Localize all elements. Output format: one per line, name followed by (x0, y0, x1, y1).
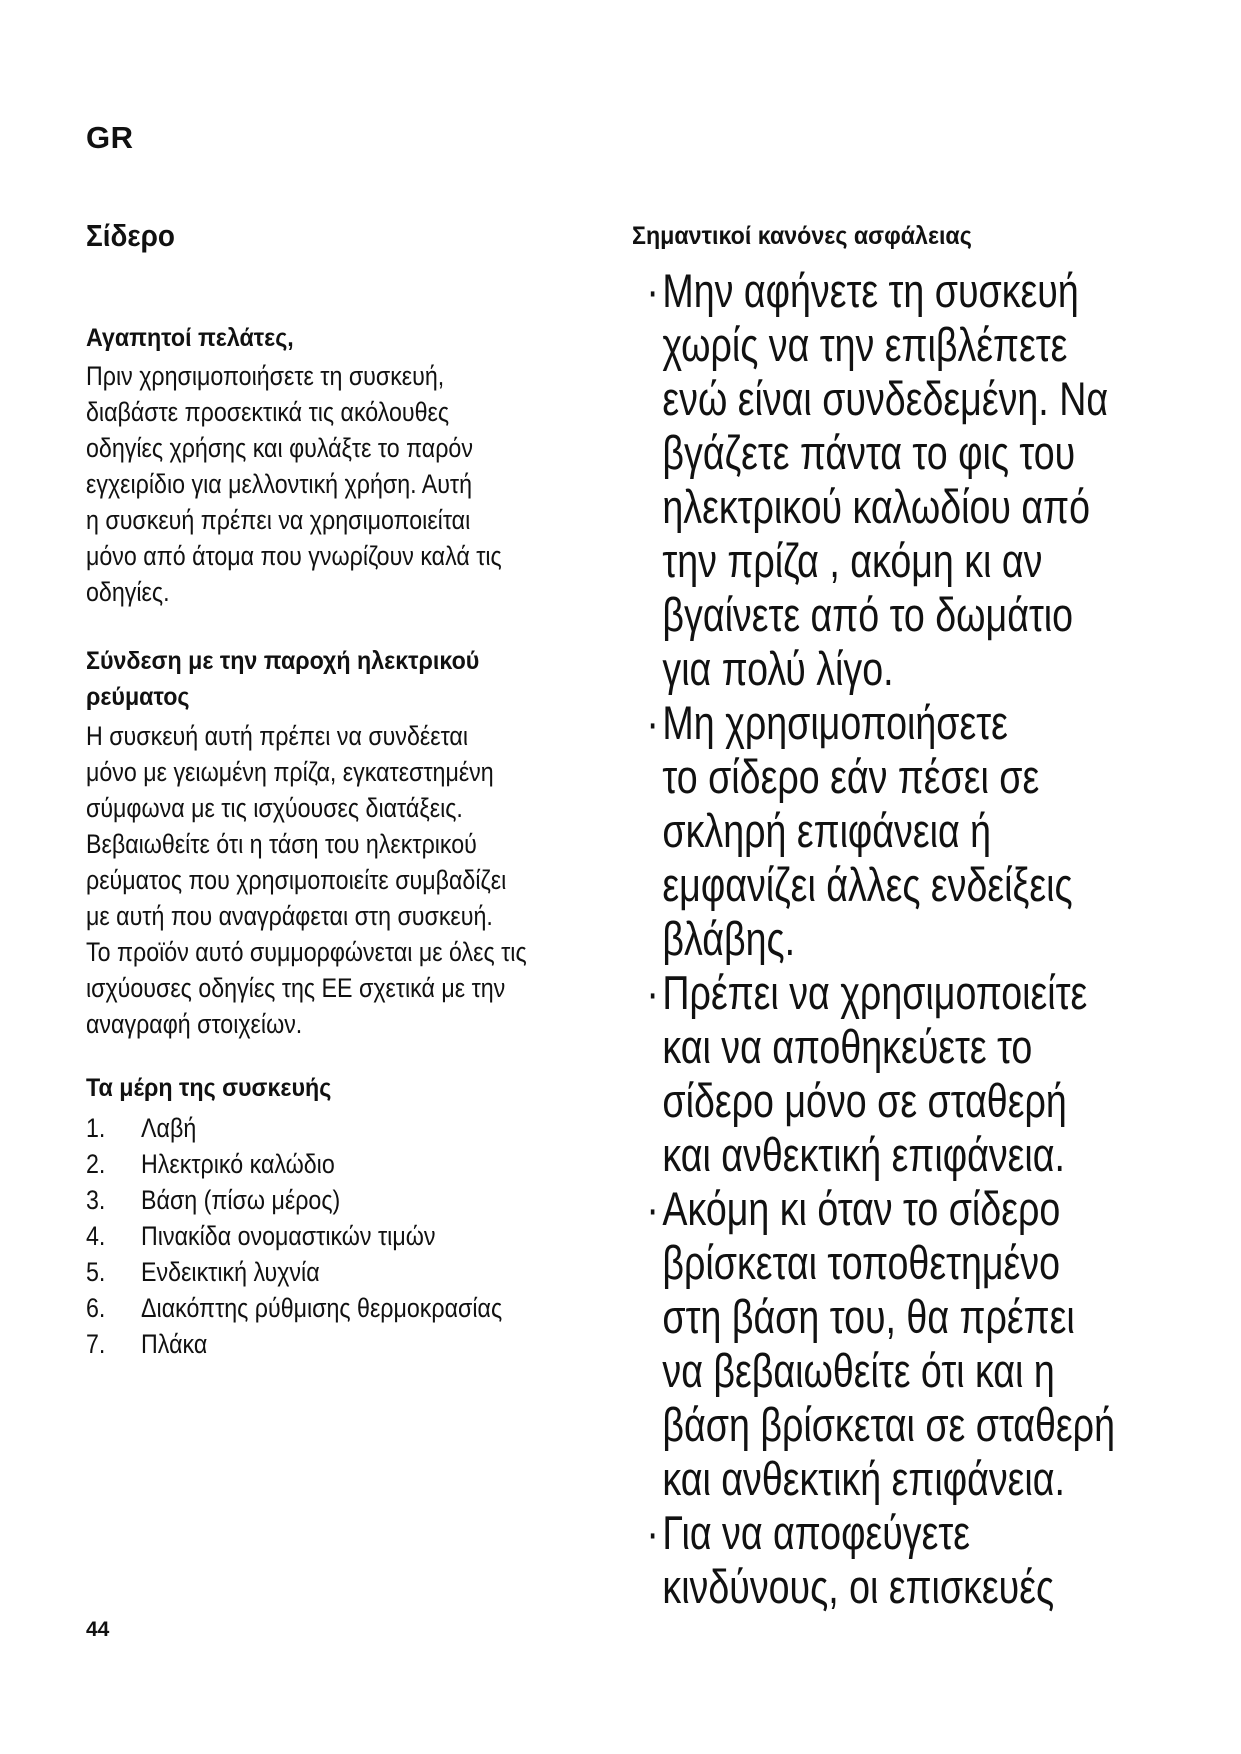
safety-line: εμφανίζει άλλες ενδείξεις (662, 858, 1073, 911)
connection-line: αναγραφή στοιχείων. (86, 1009, 303, 1039)
list-item (86, 1326, 619, 1362)
intro-line: εγχειρίδιο για μελλοντική χρήση. Αυτή (86, 469, 473, 499)
safety-line: βρίσκεται τοποθετημένο (662, 1236, 1060, 1289)
item-label: Ηλεκτρικό καλώδιο (141, 1149, 335, 1179)
bullet-icon: · (646, 1182, 659, 1235)
intro-heading: Αγαπητοί πελάτες, (86, 324, 294, 352)
item-label: Λαβή (141, 1113, 197, 1143)
intro-line: μόνο από άτομα που γνωρίζουν καλά τις (86, 541, 502, 571)
safety-line: και να αποθηκεύετε το (662, 1020, 1033, 1073)
parts-list (86, 1110, 619, 1362)
list-item (86, 1146, 619, 1182)
safety-line: Μην αφήνετε τη συσκευή (662, 264, 1079, 317)
safety-line: την πρίζα , ακόμη κι αν (662, 534, 1043, 587)
intro-line: διαβάστε προσεκτικά τις ακόλουθες (86, 397, 450, 427)
connection-text (86, 718, 611, 1042)
parts-heading: Τα μέρη της συσκευής (86, 1074, 332, 1102)
connection-line: ρεύματος που χρησιμοποιείτε συμβαδίζει (86, 865, 507, 895)
list-item (86, 1218, 619, 1254)
connection-line: Βεβαιωθείτε ότι η τάση του ηλεκτρικού (86, 829, 477, 859)
intro-line: οδηγίες χρήσης και φυλάξτε το παρόν (86, 433, 473, 463)
bullet-icon: · (646, 1506, 659, 1559)
intro-line: οδηγίες. (86, 577, 170, 607)
list-item (86, 1110, 619, 1146)
safety-line: σίδερο μόνο σε σταθερή (662, 1074, 1067, 1127)
connection-heading-line: Σύνδεση με την παροχή ηλεκτρικού (86, 647, 480, 675)
item-label: Διακόπτης ρύθμισης θερμοκρασίας (141, 1293, 503, 1323)
safety-line: σκληρή επιφάνεια ή (662, 804, 992, 857)
intro-text (86, 358, 611, 610)
safety-line: ενώ είναι συνδεδεμένη. Να (662, 372, 1109, 425)
connection-line: σύμφωνα με τις ισχύουσες διατάξεις. (86, 793, 463, 823)
list-item (86, 1290, 619, 1326)
bullet-icon: · (646, 264, 659, 317)
safety-line: βάση βρίσκεται σε σταθερή (662, 1398, 1115, 1451)
connection-line: με αυτή που αναγράφεται στη συσκευή. (86, 901, 493, 931)
item-label: Βάση (πίσω μέρος) (141, 1185, 341, 1215)
safety-line: και ανθεκτική επιφάνεια. (662, 1452, 1065, 1505)
item-number: 3. (86, 1185, 106, 1215)
item-number: 6. (86, 1293, 106, 1323)
safety-line: για πολύ λίγο. (662, 642, 894, 695)
connection-heading-line: ρεύματος (86, 683, 190, 711)
list-item (632, 696, 1144, 966)
list-item (632, 1506, 1144, 1614)
item-number: 5. (86, 1257, 106, 1287)
bullet-icon: · (646, 966, 659, 1019)
connection-line: Το προϊόν αυτό συμμορφώνεται με όλες τις (86, 937, 527, 967)
safety-list (632, 264, 1144, 1614)
safety-line: στη βάση του, θα πρέπει (662, 1290, 1075, 1343)
list-item (86, 1254, 619, 1290)
list-item (632, 264, 1144, 696)
safety-line: ηλεκτρικού καλωδίου από (662, 480, 1090, 533)
safety-heading: Σημαντικοί κανόνες ασφάλειας (632, 222, 972, 250)
connection-line: Η συσκευή αυτή πρέπει να συνδέεται (86, 721, 469, 751)
item-label: Πινακίδα ονομαστικών τιμών (141, 1221, 436, 1251)
item-number: 2. (86, 1149, 106, 1179)
connection-heading (86, 643, 607, 715)
safety-line: να βεβαιωθείτε ότι και η (662, 1344, 1055, 1397)
safety-line: κινδύνους, οι επισκευές (662, 1560, 1055, 1613)
safety-line: Ακόμη κι όταν το σίδερο (662, 1182, 1061, 1235)
safety-line: βλάβης. (662, 912, 796, 965)
safety-line: και ανθεκτική επιφάνεια. (662, 1128, 1065, 1181)
connection-line: ισχύουσες οδηγίες της ΕΕ σχετικά με την (86, 973, 506, 1003)
language-code: GR (86, 120, 134, 155)
item-number: 1. (86, 1113, 106, 1143)
list-item (86, 1182, 619, 1218)
safety-line: βγάζετε πάντα το φις του (662, 426, 1076, 479)
safety-line: Πρέπει να χρησιμοποιείτε (662, 966, 1088, 1019)
list-item (632, 1182, 1144, 1506)
safety-line: Μη χρησιμοποιήσετε (662, 696, 1008, 749)
item-label: Πλάκα (141, 1329, 208, 1359)
page-number: 44 (86, 1618, 110, 1641)
intro-line: Πριν χρησιμοποιήσετε τη συσκευή, (86, 361, 445, 391)
page-title: Σίδερο (86, 218, 175, 253)
safety-line: βγαίνετε από το δωμάτιο (662, 588, 1074, 641)
safety-line: χωρίς να την επιβλέπετε (662, 318, 1068, 371)
item-number: 4. (86, 1221, 106, 1251)
item-number: 7. (86, 1329, 106, 1359)
item-label: Ενδεικτική λυχνία (141, 1257, 320, 1287)
bullet-icon: · (646, 696, 659, 749)
safety-line: Για να αποφεύγετε (662, 1506, 970, 1559)
list-item (632, 966, 1144, 1182)
intro-line: η συσκευή πρέπει να χρησιμοποιείται (86, 505, 471, 535)
safety-line: το σίδερο εάν πέσει σε (662, 750, 1040, 803)
connection-line: μόνο με γειωμένη πρίζα, εγκατεστημένη (86, 757, 494, 787)
right-column (632, 218, 1192, 1614)
